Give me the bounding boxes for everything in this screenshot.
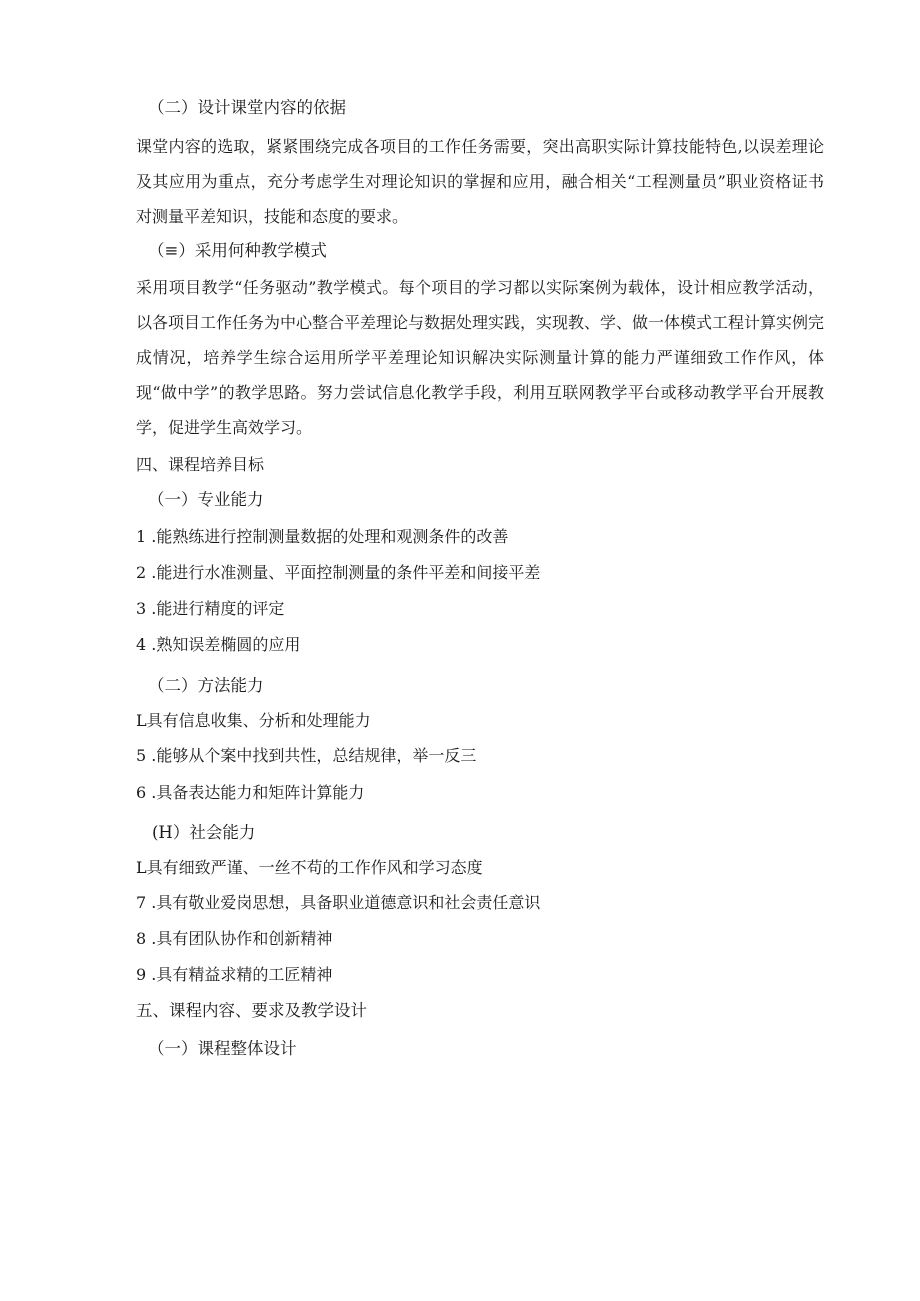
list-item-method-1: L具有信息收集、分析和处理能力: [136, 711, 371, 730]
heading-course-objectives: 四、课程培养目标: [136, 455, 265, 474]
heading-teaching-mode: （≡）采用何种教学模式: [148, 241, 327, 260]
list-item-method-3: 6 .具备表达能力和矩阵计算能力: [136, 783, 365, 802]
heading-content-basis: （二）设计课堂内容的依据: [148, 98, 346, 117]
list-item-professional-3: 3 .能进行精度的评定: [136, 599, 285, 618]
list-item-social-1: L具有细致严谨、一丝不苟的工作作风和学习态度: [136, 858, 483, 877]
list-item-social-2: 7 .具有敬业爱岗思想，具备职业道德意识和社会责任意识: [136, 893, 541, 912]
list-item-method-2: 5 .能够从个案中找到共性，总结规律，举一反三: [136, 746, 477, 765]
list-item-professional-4: 4 .熟知误差椭圆的应用: [136, 635, 301, 654]
list-item-social-4: 9 .具有精益求精的工匠精神: [136, 965, 333, 984]
paragraph-teaching-mode: 采用项目教学“任务驱动”教学模式。每个项目的学习都以实际案例为载体，设计相应教学活动，以各项目工作任务为中心整合平差理论与数据处理实践，实现教、学、做一体模式工程计算实例完成情况，培养学生综合运用所学平差理论知识解决实际测量计算的能力严谨细致工作作风，体现“做中学”的教学思路。努力尝试信息化教学手段，利用互联网教学平台或移动教学平台开展教学，促进学生高效学习。: [136, 278, 825, 437]
list-item-professional-2: 2 .能进行水准测量、平面控制测量的条件平差和间接平差: [136, 563, 541, 582]
list-item-social-3: 8 .具有团队协作和创新精神: [136, 929, 333, 948]
paragraph-content-basis: 课堂内容的选取，紧紧围绕完成各项目的工作任务需要，突出高职实际计算技能特色,以误差理论及其应用为重点，充分考虑学生对理论知识的掌握和应用，融合相关“工程测量员”职业资格证书对测量平差知识，技能和态度的要求。: [136, 137, 824, 226]
list-item-professional-1: 1 .能熟练进行控制测量数据的处理和观测条件的改善: [136, 527, 509, 546]
heading-professional-ability: （一）专业能力: [148, 490, 264, 509]
heading-course-content: 五、课程内容、要求及教学设计: [136, 1001, 367, 1020]
heading-social-ability: (H）社会能力: [152, 823, 256, 842]
heading-method-ability: （二）方法能力: [148, 676, 264, 695]
heading-overall-design: （一）课程整体设计: [148, 1039, 297, 1058]
